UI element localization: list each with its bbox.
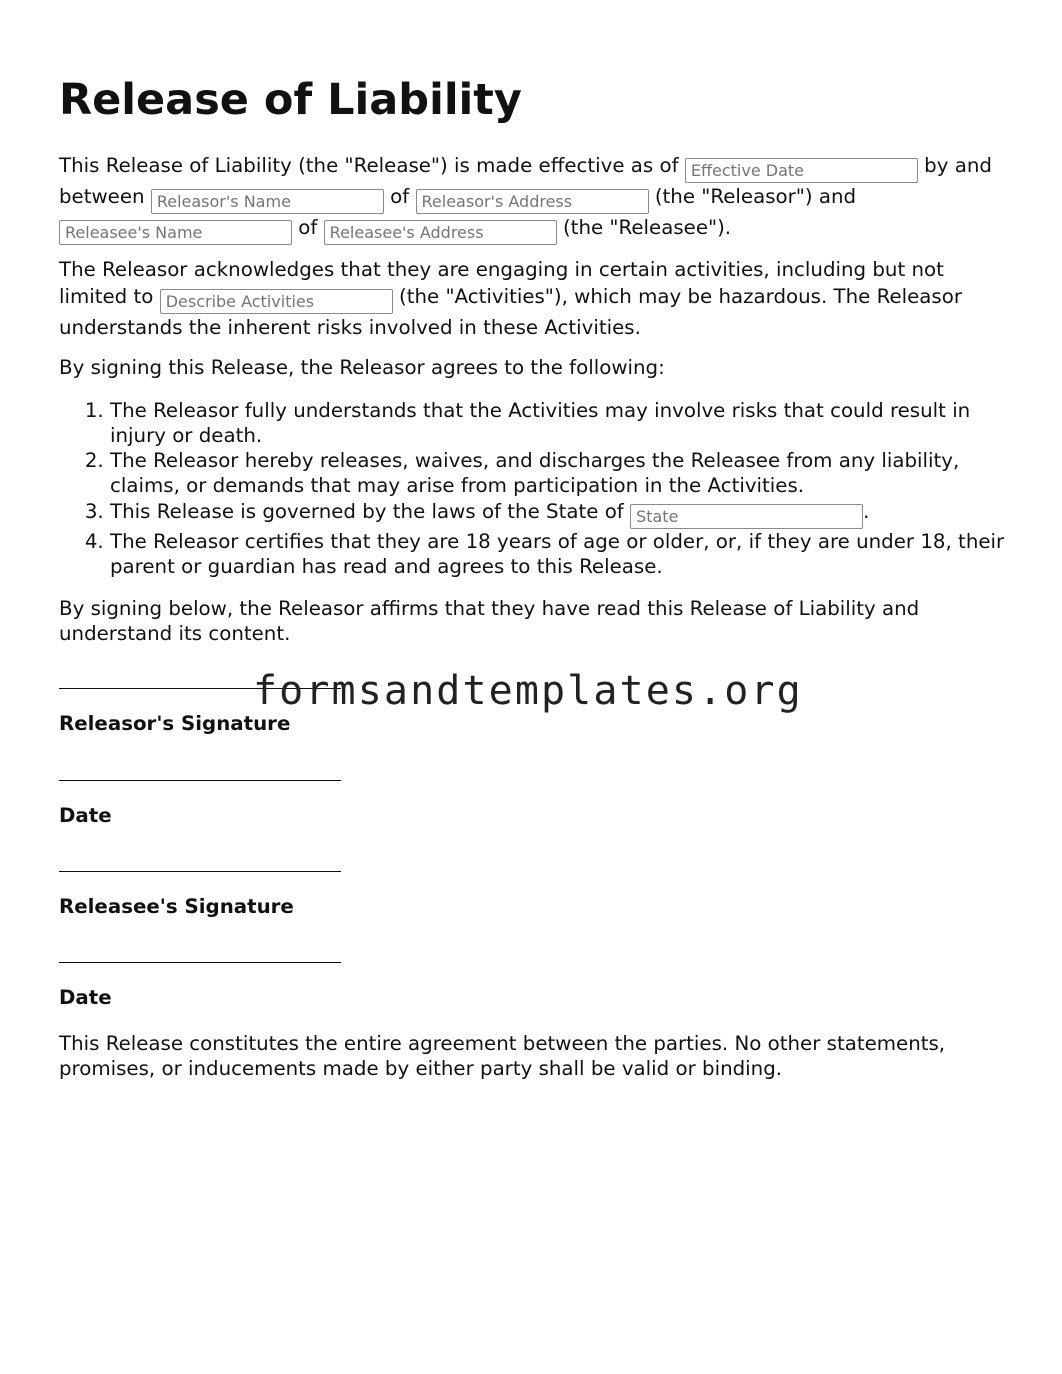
term-item-3 <box>110 498 1009 529</box>
term-item-3-period: . <box>863 500 870 523</box>
releasee-signature-line[interactable] <box>59 871 341 872</box>
releasor-address-field[interactable] <box>416 189 649 214</box>
releasor-signature-label: Releasor's Signature <box>59 712 291 735</box>
releasor-name-field[interactable] <box>151 189 384 214</box>
releasee-address-field[interactable] <box>324 220 557 245</box>
date-label-1: Date <box>59 804 112 827</box>
agreement-intro: By signing this Release, the Releasor agrees to the following: <box>59 356 665 379</box>
intro-text-4: (the "Releasor") and <box>654 185 857 208</box>
intro-text-2: by and between <box>59 154 992 208</box>
intro-text-3: of <box>390 185 410 208</box>
intro-paragraph <box>59 152 1009 245</box>
watermark-text: formsandtemplates.org <box>253 668 803 714</box>
affirmation-paragraph: By signing below, the Releasor affirms that they have read this Release of Liability and understand its content. <box>59 597 920 645</box>
term-item-1: 1. The Releasor fully understands that the Activities may involve risks that could result in injury or death. <box>110 398 1009 448</box>
terms-list <box>59 398 1009 579</box>
activities-paragraph <box>59 256 1009 341</box>
term-item-2: 2. The Releasor hereby releases, waives, and discharges the Releasee from any liability, claims, or demands that may arise from participation in the Activities. <box>110 448 1009 498</box>
term-item-4: 4. The Releasor certifies that they are 18 years of age or older, or, if they are under 18, their parent or guardian has read and agrees to this Release. <box>110 529 1009 579</box>
state-field[interactable] <box>630 504 863 529</box>
intro-text-5: of <box>298 216 318 239</box>
activities-field[interactable] <box>160 289 393 314</box>
effective-date-field[interactable] <box>685 158 918 183</box>
document-title: Release of Liability <box>59 75 522 125</box>
releasee-signature-label: Releasee's Signature <box>59 895 294 918</box>
closing-paragraph: This Release constitutes the entire agreement between the parties. No other statements, promises, or inducements made by either party shall be valid or binding. <box>59 1032 946 1080</box>
activities-text-2: (the "Activities"), which may be hazardous. The Releasor understands the inherent risks involved in these Activities. <box>59 285 962 339</box>
activities-text-1: The Releasor acknowledges that they are engaging in certain activities, including but not limited to <box>59 258 944 308</box>
date-label-2: Date <box>59 986 112 1009</box>
date-line-2[interactable] <box>59 962 341 963</box>
term-item-3-text: This Release is governed by the laws of the State of <box>110 500 624 523</box>
intro-text-1: This Release of Liability (the "Release") is made effective as of <box>59 154 679 177</box>
date-line-1[interactable] <box>59 780 341 781</box>
intro-text-6: (the "Releasee"). <box>562 216 732 239</box>
releasee-name-field[interactable] <box>59 220 292 245</box>
